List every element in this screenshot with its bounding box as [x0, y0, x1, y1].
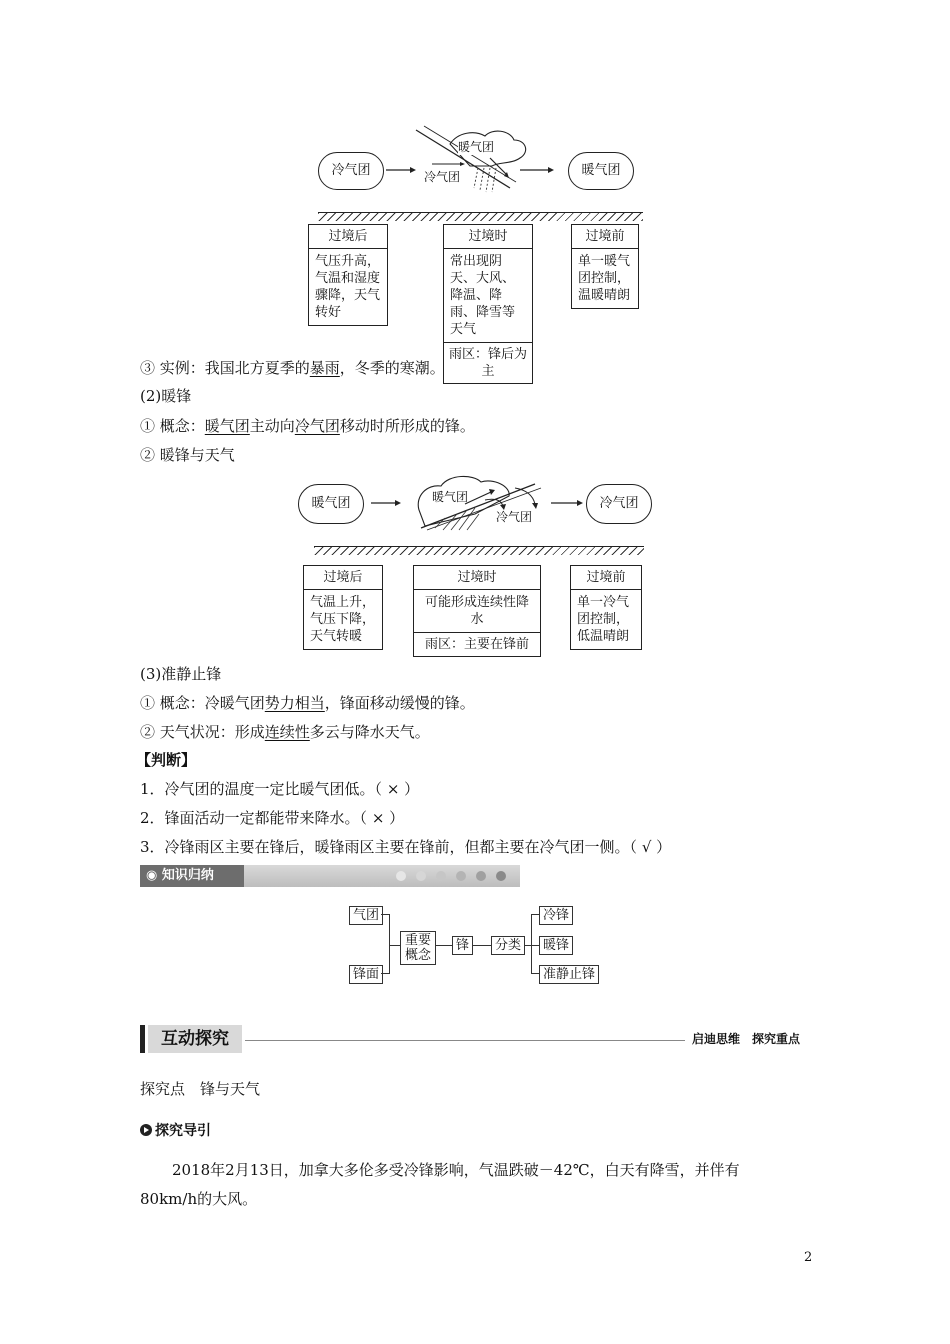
- box-foot: 雨区：锋后为主: [444, 342, 532, 383]
- connector: [531, 914, 532, 974]
- text-segment: ③ 实例：我国北方夏季的: [140, 359, 310, 377]
- judge-item-1: 1．冷气团的温度一定比暖气团低。（ × ）: [140, 780, 420, 798]
- text-segment: 主动向: [249, 417, 295, 435]
- judge-title: 【判断】: [136, 751, 197, 769]
- during-passing-box: [413, 565, 541, 657]
- text-segment: ，锋面移动缓慢的锋。: [324, 694, 475, 712]
- inner-cold-label: 冷气团: [424, 170, 461, 184]
- text-segment: ，冬季的寒潮。: [339, 359, 445, 377]
- inner-warm-label: 暖气团: [432, 490, 469, 504]
- text-segment: ① 概念：: [140, 417, 205, 435]
- explore-guide-heading: [140, 1120, 211, 1140]
- before-passing-box: [571, 224, 639, 309]
- connector: [436, 945, 452, 946]
- box-head: 过境时: [414, 566, 540, 590]
- box-head: 过境后: [309, 225, 387, 249]
- example-line: [140, 358, 445, 378]
- inner-warm-label: 暖气团: [458, 140, 495, 154]
- node-air-mass: 气团: [349, 906, 383, 925]
- node-text: 重要: [404, 933, 431, 948]
- box-head: 过境前: [572, 225, 638, 249]
- node-stationary-front: 准静止锋: [539, 965, 599, 984]
- section-subtitle: 启迪思维 探究重点: [692, 1032, 801, 1046]
- banner-dot: [396, 871, 406, 881]
- text-segment: 移动时所形成的锋。: [339, 417, 475, 435]
- text-segment: 多云与降水天气。: [309, 723, 430, 741]
- connector: [531, 914, 539, 915]
- warm-front-illustration: [365, 470, 585, 540]
- warm-air-mass-cloud-left: 暖气团: [298, 484, 364, 524]
- section-title: 互动探究: [148, 1025, 242, 1053]
- box-body: 单一暖气团控制，温暖晴朗: [578, 254, 631, 303]
- banner-dot: [496, 871, 506, 881]
- connector: [389, 914, 390, 974]
- explore-guide-label: 探究导引: [155, 1123, 211, 1139]
- box-head: 过境时: [444, 225, 532, 249]
- node-key-concept: [400, 931, 436, 965]
- underlined-term: 暖气团: [204, 417, 250, 435]
- cold-front-illustration: [380, 122, 560, 204]
- knowledge-summary-label: ◉ 知识归纳: [140, 865, 244, 887]
- box-body: 可能形成连续性降水: [424, 595, 529, 627]
- warm-front-concept: [140, 416, 475, 436]
- node-front-surface: 锋面: [349, 965, 383, 984]
- after-passing-box: [308, 224, 388, 326]
- cold-air-mass-cloud-left: 冷气团: [318, 152, 384, 190]
- warm-front-weather-heading: ② 暖锋与天气: [140, 446, 235, 464]
- box-foot: 雨区：主要在锋前: [414, 632, 540, 656]
- underlined-term: 冷气团: [294, 417, 340, 435]
- node-front: 锋: [452, 936, 473, 955]
- box-body: 气压升高，气温和湿度骤降，天气转好: [315, 254, 381, 320]
- box-head: 过境前: [571, 566, 641, 590]
- box-body: 单一冷气团控制，低温晴朗: [577, 595, 630, 644]
- underlined-term: 连续性: [264, 723, 310, 741]
- banner-dot: [456, 871, 466, 881]
- banner-dot: [436, 871, 446, 881]
- connector: [472, 945, 491, 946]
- text-segment: ② 天气状况：形成: [140, 723, 265, 741]
- section-bar: [140, 1025, 145, 1053]
- box-body: 常出现阴天、大风、降温、降雨、降雪等天气: [450, 254, 516, 337]
- inner-cold-label: 冷气团: [496, 510, 533, 524]
- judge-item-2: 2．锋面活动一定都能带来降水。（ × ）: [140, 809, 405, 827]
- node-classification: 分类: [491, 936, 525, 955]
- banner-dot: [476, 871, 486, 881]
- node-text: 概念: [404, 948, 431, 963]
- node-warm-front: 暖锋: [539, 936, 573, 955]
- ground-line: [314, 546, 644, 555]
- section-rule: [245, 1040, 685, 1041]
- explore-point: 探究点 锋与天气: [140, 1080, 261, 1098]
- box-head: 过境后: [304, 566, 382, 590]
- connector: [531, 973, 539, 974]
- connector: [381, 973, 389, 974]
- connector: [531, 945, 539, 946]
- explore-paragraph-line-2: 80km/h的大风。: [140, 1190, 258, 1208]
- stationary-front-concept: [140, 693, 475, 713]
- warm-front-heading: (2)暖锋: [140, 387, 192, 405]
- connector: [389, 945, 400, 946]
- page-number: 2: [804, 1250, 813, 1265]
- ground-line: [318, 212, 643, 221]
- play-circle-icon: [140, 1124, 152, 1136]
- stationary-front-weather: [140, 722, 430, 742]
- underlined-term: 暴雨: [309, 359, 340, 377]
- banner-dot: [416, 871, 426, 881]
- explore-paragraph-line-1: 2018年2月13日，加拿大多伦多受冷锋影响，气温跌破－42℃，白天有降雪，并伴有: [172, 1161, 740, 1179]
- warm-air-mass-cloud-right: 暖气团: [568, 152, 634, 190]
- box-body: 气温上升，气压下降，天气转暖: [310, 595, 376, 644]
- after-passing-box: [303, 565, 383, 650]
- stationary-front-heading: (3)准静止锋: [140, 665, 222, 683]
- text-segment: ① 概念：冷暖气团: [140, 694, 265, 712]
- during-passing-box: [443, 224, 533, 384]
- connector: [381, 914, 389, 915]
- judge-item-3: 3．冷锋雨区主要在锋后，暖锋雨区主要在锋前，但都主要在冷气团一侧。（ √ ）: [140, 838, 672, 856]
- underlined-term: 势力相当: [264, 694, 325, 712]
- cold-air-mass-cloud-right: 冷气团: [586, 484, 652, 524]
- node-cold-front: 冷锋: [539, 906, 573, 925]
- before-passing-box: [570, 565, 642, 650]
